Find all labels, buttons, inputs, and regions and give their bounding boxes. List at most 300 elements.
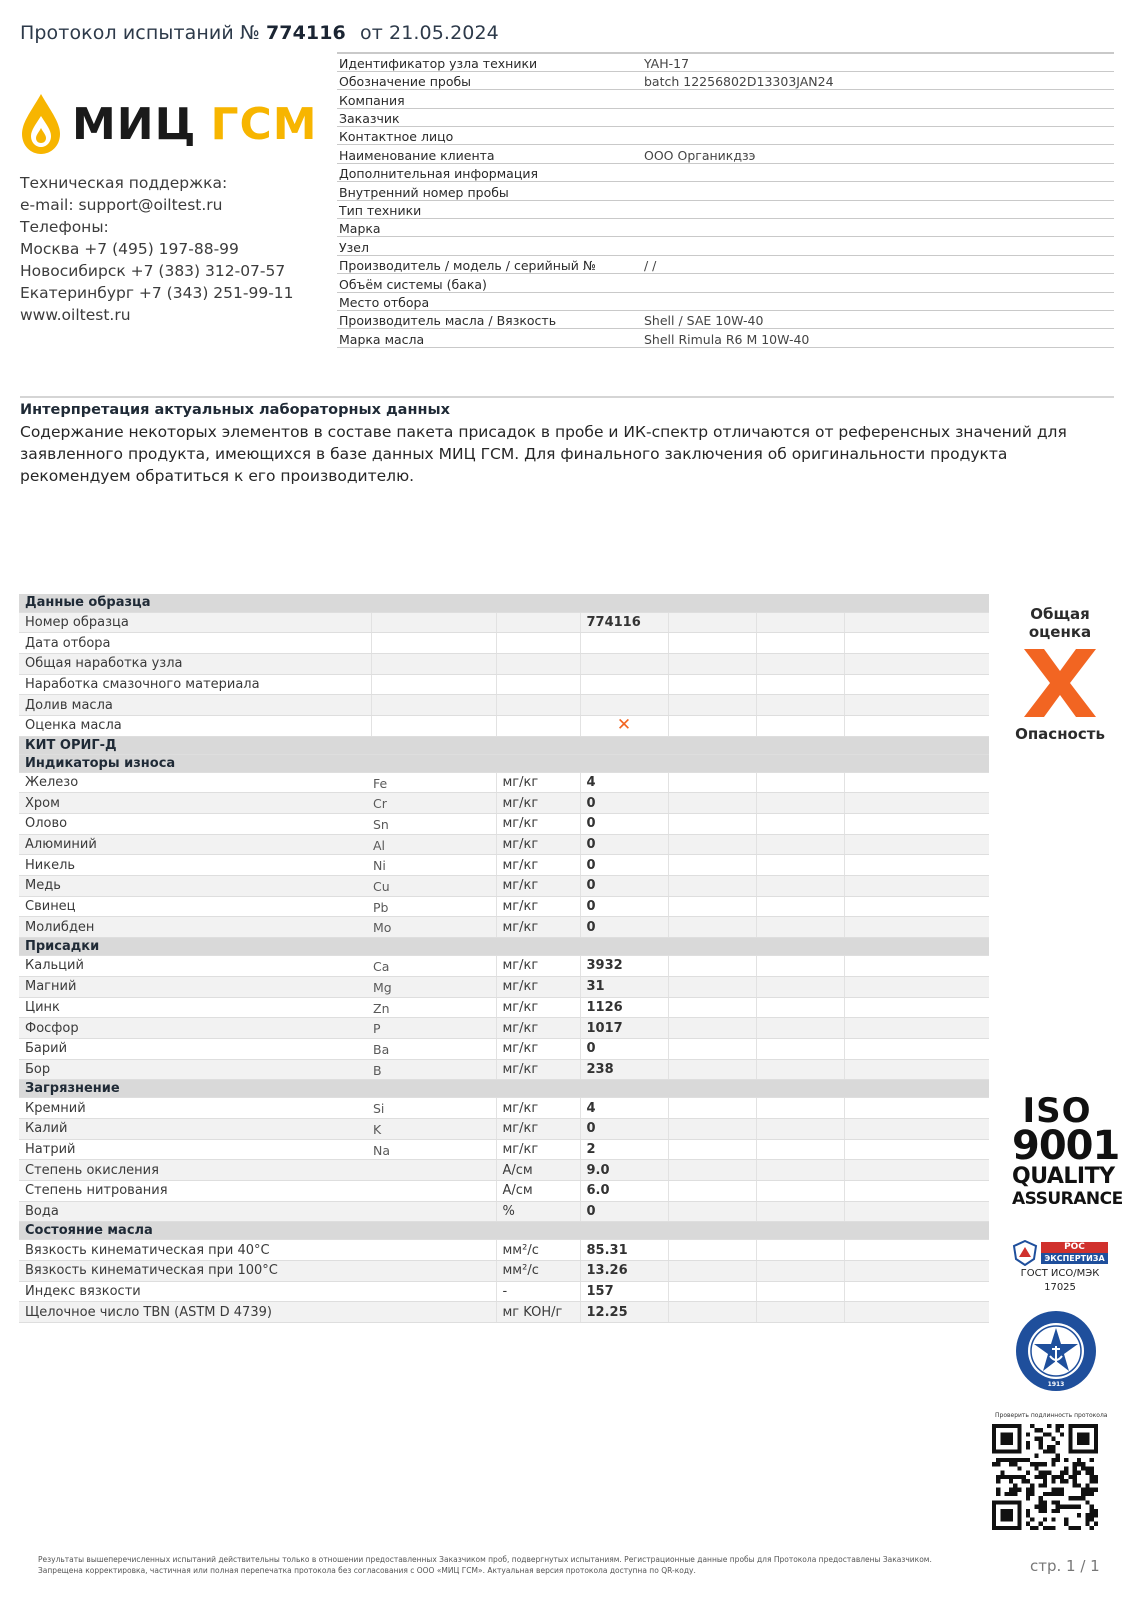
empty-cell	[371, 1098, 496, 1119]
empty-cell	[844, 1261, 989, 1282]
result-name: Молибден	[25, 919, 95, 935]
result-symbol: K	[373, 1121, 382, 1137]
info-label: Марка	[337, 219, 642, 237]
info-value: ООО Органикдзэ	[642, 145, 1114, 163]
empty-cell	[668, 956, 756, 977]
empty-cell	[844, 1160, 989, 1181]
result-value: 12.25	[580, 1302, 668, 1323]
result-row	[19, 1261, 989, 1282]
empty-cell	[496, 612, 580, 633]
result-symbol: Si	[373, 1101, 385, 1117]
iso-assurance: ASSURANCE	[1012, 1189, 1123, 1209]
info-label: Узел	[337, 237, 642, 255]
result-name: Степень нитрования	[25, 1183, 168, 1199]
result-row	[19, 1240, 989, 1261]
result-name-cell	[19, 997, 390, 1018]
overall-assessment	[1000, 605, 1120, 743]
info-label: Наименование клиента	[337, 145, 642, 163]
result-symbol: Zn	[373, 1000, 390, 1016]
result-symbol: Cu	[373, 879, 390, 895]
result-name-cell	[19, 1098, 385, 1119]
empty-cell	[496, 674, 580, 695]
sample-row	[19, 612, 989, 633]
empty-cell	[844, 855, 989, 876]
result-value: 3932	[580, 956, 668, 977]
result-row	[19, 772, 989, 793]
result-name-cell	[19, 876, 390, 897]
empty-cell	[756, 997, 844, 1018]
sample-row	[19, 715, 989, 736]
result-value: 0	[580, 1118, 668, 1139]
empty-cell	[371, 1059, 496, 1080]
empty-cell	[371, 855, 496, 876]
result-name-cell	[19, 834, 386, 855]
qr-block[interactable]	[992, 1410, 1108, 1534]
result-name: Железо	[25, 774, 79, 790]
empty-cell	[844, 1240, 989, 1261]
result-symbol: Sn	[373, 817, 389, 832]
result-symbol: Na	[373, 1142, 391, 1158]
section-title-row	[19, 1222, 989, 1240]
result-unit: мг/кг	[496, 1059, 580, 1080]
empty-cell	[756, 1160, 844, 1181]
info-label: Обозначение пробы	[337, 71, 642, 89]
ros-expertiza-badge	[1010, 1240, 1110, 1294]
result-name: Вязкость кинематическая при 40°C	[25, 1242, 270, 1258]
iso-quality: QUALITY	[1012, 1164, 1115, 1189]
empty-cell	[668, 1240, 756, 1261]
result-value: 4	[580, 1098, 668, 1119]
result-name-cell	[19, 956, 390, 977]
result-name: Цинк	[25, 999, 60, 1015]
info-value	[642, 182, 1114, 200]
empty-cell	[844, 976, 989, 997]
sample-value	[580, 695, 668, 716]
result-row	[19, 976, 989, 997]
result-value: 1126	[580, 997, 668, 1018]
info-row	[337, 200, 1114, 218]
support-phone-moscow: Москва +7 (495) 197-88-99	[20, 240, 239, 258]
empty-cell	[668, 1098, 756, 1119]
result-name: Вода	[25, 1204, 59, 1220]
result-value: 0	[580, 834, 668, 855]
empty-cell	[371, 633, 496, 654]
danger-x-icon	[1020, 647, 1100, 719]
empty-cell	[668, 1181, 756, 1202]
sample-value: 774116	[580, 612, 668, 633]
empty-cell	[371, 1201, 496, 1222]
info-row	[337, 182, 1114, 200]
result-symbol: P	[373, 1021, 381, 1037]
result-unit: мг/кг	[496, 956, 580, 977]
empty-cell	[371, 896, 496, 917]
empty-cell	[371, 997, 496, 1018]
result-row	[19, 1118, 989, 1139]
empty-cell	[496, 715, 580, 736]
info-row	[337, 292, 1114, 310]
support-website[interactable]: www.oiltest.ru	[20, 306, 131, 324]
result-value: 238	[580, 1059, 668, 1080]
section-title-row	[19, 938, 989, 956]
result-name-cell	[19, 896, 389, 917]
result-value: 0	[580, 1201, 668, 1222]
empty-cell	[844, 1118, 989, 1139]
empty-cell	[756, 674, 844, 695]
result-name-cell	[19, 1281, 371, 1302]
oil-drop-logo-icon	[20, 92, 62, 156]
result-row	[19, 855, 989, 876]
result-row	[19, 1302, 989, 1323]
empty-cell	[844, 1098, 989, 1119]
info-label: Марка масла	[337, 329, 642, 347]
empty-cell	[371, 1261, 496, 1282]
result-name-cell	[19, 1139, 391, 1160]
empty-cell	[371, 1240, 496, 1261]
result-name: Кремний	[25, 1100, 86, 1116]
result-symbol: Ca	[373, 959, 390, 975]
empty-cell	[371, 715, 496, 736]
empty-cell	[844, 917, 989, 938]
info-value: Shell / SAE 10W-40	[642, 310, 1114, 328]
result-symbol: Fe	[373, 775, 388, 791]
sample-label: Наработка смазочного материала	[19, 674, 371, 695]
sample-value	[580, 674, 668, 695]
result-value: 2	[580, 1139, 668, 1160]
empty-cell	[756, 1181, 844, 1202]
info-row	[337, 163, 1114, 181]
empty-cell	[668, 917, 756, 938]
info-value	[642, 274, 1114, 292]
empty-cell	[668, 612, 756, 633]
result-unit: мг/кг	[496, 976, 580, 997]
support-heading: Техническая поддержка:	[20, 174, 228, 192]
empty-cell	[756, 1118, 844, 1139]
ros-standard: ГОСТ ИСО/МЭК	[1020, 1268, 1100, 1279]
result-name: Свинец	[25, 899, 76, 915]
result-name: Индекс вязкости	[25, 1284, 141, 1300]
empty-cell	[371, 674, 496, 695]
page-number: стр. 1 / 1	[1030, 1557, 1100, 1575]
result-name-cell	[19, 1018, 381, 1039]
empty-cell	[371, 956, 496, 977]
interpretation-text: Содержание некоторых элементов в составе пакета присадок в пробе и ИК-спектр отличаются от референсных значений для заявленного продукта, имеющихся в базе данных МИЦ ГСМ. Для финального заключения об оригинальности продукта рекомендуем обратиться к его производителю.	[20, 423, 1067, 485]
info-value	[642, 292, 1114, 310]
result-symbol: Al	[373, 837, 386, 853]
info-value	[642, 219, 1114, 237]
empty-cell	[844, 1139, 989, 1160]
info-row	[337, 53, 1114, 71]
info-row	[337, 310, 1114, 328]
info-value: Shell Rimula R6 M 10W-40	[642, 329, 1114, 347]
empty-cell	[668, 695, 756, 716]
empty-cell	[756, 612, 844, 633]
empty-cell	[756, 976, 844, 997]
empty-cell	[371, 793, 496, 814]
section-title: Индикаторы износа	[19, 754, 989, 772]
result-unit: мг/кг	[496, 997, 580, 1018]
result-row	[19, 1038, 989, 1059]
result-unit: мг/кг	[496, 1118, 580, 1139]
result-name-cell	[19, 1038, 390, 1059]
info-row	[337, 237, 1114, 255]
sample-value	[580, 633, 668, 654]
result-name-cell	[19, 917, 392, 938]
logo-text-part2: ГСМ	[210, 98, 318, 150]
info-row	[337, 274, 1114, 292]
empty-cell	[668, 1139, 756, 1160]
result-value: 13.26	[580, 1261, 668, 1282]
section-title-row	[19, 1080, 989, 1098]
empty-cell	[371, 772, 496, 793]
empty-cell	[371, 612, 496, 633]
info-row	[337, 329, 1114, 347]
empty-cell	[668, 633, 756, 654]
empty-cell	[668, 855, 756, 876]
sample-label: Общая наработка узла	[19, 653, 371, 674]
result-symbol: Mg	[373, 979, 392, 995]
empty-cell	[756, 1302, 844, 1323]
result-unit: -	[496, 1281, 580, 1302]
empty-cell	[371, 1160, 496, 1181]
result-value: 6.0	[580, 1181, 668, 1202]
info-value	[642, 90, 1114, 108]
result-name: Олово	[25, 816, 68, 832]
info-value	[642, 127, 1114, 145]
empty-cell	[844, 956, 989, 977]
result-name-cell	[19, 772, 388, 793]
result-value: 0	[580, 896, 668, 917]
info-value	[642, 163, 1114, 181]
result-row	[19, 834, 989, 855]
qr-code-icon[interactable]	[992, 1424, 1098, 1530]
result-row	[19, 1160, 989, 1181]
empty-cell	[756, 1281, 844, 1302]
info-value	[642, 108, 1114, 126]
result-unit: мм²/с	[496, 1240, 580, 1261]
empty-cell	[844, 814, 989, 835]
sample-label: Оценка масла	[19, 715, 371, 736]
lab-results-table	[19, 594, 989, 1323]
empty-cell	[496, 633, 580, 654]
result-row	[19, 997, 989, 1018]
info-label: Идентификатор узла техники	[337, 53, 642, 71]
result-symbol: Ba	[373, 1041, 390, 1057]
empty-cell	[371, 814, 496, 835]
empty-cell	[371, 695, 496, 716]
sample-row	[19, 633, 989, 654]
info-label: Производитель / модель / серийный №	[337, 255, 642, 273]
empty-cell	[844, 896, 989, 917]
empty-cell	[756, 715, 844, 736]
empty-cell	[668, 1038, 756, 1059]
result-unit: %	[496, 1201, 580, 1222]
maritime-register-seal-icon	[1015, 1310, 1097, 1392]
result-value: 9.0	[580, 1160, 668, 1181]
info-label: Дополнительная информация	[337, 163, 642, 181]
sample-row	[19, 695, 989, 716]
result-unit: мг/кг	[496, 1139, 580, 1160]
empty-cell	[756, 653, 844, 674]
empty-cell	[756, 1240, 844, 1261]
empty-cell	[668, 1261, 756, 1282]
info-label: Компания	[337, 90, 642, 108]
result-symbol: Cr	[373, 796, 387, 812]
result-name: Вязкость кинематическая при 100°C	[25, 1263, 278, 1279]
info-label: Объём системы (бака)	[337, 274, 642, 292]
empty-cell	[371, 1018, 496, 1039]
qr-note-text: Проверить подлинность протокола	[995, 1411, 1108, 1419]
seal-year: 1913	[1047, 1381, 1065, 1388]
result-row	[19, 1281, 989, 1302]
empty-cell	[844, 715, 989, 736]
result-row	[19, 814, 989, 835]
empty-cell	[844, 1018, 989, 1039]
empty-cell	[756, 1038, 844, 1059]
result-value: 4	[580, 772, 668, 793]
result-value: 85.31	[580, 1240, 668, 1261]
result-unit: мг/кг	[496, 772, 580, 793]
result-name: Фосфор	[25, 1020, 79, 1036]
result-name-cell	[19, 976, 392, 997]
empty-cell	[756, 772, 844, 793]
result-row	[19, 956, 989, 977]
result-value: 0	[580, 876, 668, 897]
empty-cell	[668, 997, 756, 1018]
iso-9001-badge	[1012, 1091, 1123, 1209]
result-name-cell	[19, 1160, 371, 1181]
overall-assessment-status: Опасность	[1015, 725, 1105, 743]
empty-cell	[668, 976, 756, 997]
info-row	[337, 108, 1114, 126]
info-row	[337, 90, 1114, 108]
result-unit: A/см	[496, 1181, 580, 1202]
result-name-cell	[19, 1302, 371, 1323]
kit-row	[19, 736, 989, 754]
empty-cell	[756, 814, 844, 835]
result-unit: мг/кг	[496, 896, 580, 917]
info-row	[337, 71, 1114, 89]
result-value: 0	[580, 793, 668, 814]
empty-cell	[844, 772, 989, 793]
empty-cell	[756, 695, 844, 716]
result-unit: мг/кг	[496, 855, 580, 876]
result-row	[19, 1181, 989, 1202]
empty-cell	[756, 834, 844, 855]
section-title: Присадки	[19, 938, 989, 956]
result-symbol: B	[373, 1062, 382, 1078]
logo-text-part1: МИЦ	[72, 98, 197, 150]
sample-row	[19, 674, 989, 695]
empty-cell	[844, 633, 989, 654]
result-name-cell	[19, 1240, 371, 1261]
result-row	[19, 1139, 989, 1160]
support-email[interactable]: e-mail: support@oiltest.ru	[20, 196, 223, 214]
info-row	[337, 127, 1114, 145]
result-name: Медь	[25, 878, 61, 894]
empty-cell	[756, 633, 844, 654]
result-unit: мг KOH/г	[496, 1302, 580, 1323]
result-name-cell	[19, 1181, 371, 1202]
iso-number: 9001	[1012, 1123, 1120, 1169]
result-unit: мг/кг	[496, 814, 580, 835]
empty-cell	[844, 1181, 989, 1202]
empty-cell	[668, 793, 756, 814]
result-name-cell	[19, 1201, 371, 1222]
protocol-title-prefix: Протокол испытаний №	[20, 22, 260, 44]
section-title: Состояние масла	[19, 1222, 989, 1240]
empty-cell	[371, 1281, 496, 1302]
result-name: Хром	[25, 795, 60, 811]
empty-cell	[756, 1018, 844, 1039]
sample-info-table	[337, 52, 1114, 348]
logo	[20, 92, 318, 156]
empty-cell	[668, 1018, 756, 1039]
result-row	[19, 876, 989, 897]
result-value: 0	[580, 855, 668, 876]
result-name: Бор	[25, 1061, 51, 1077]
result-unit: мг/кг	[496, 917, 580, 938]
empty-cell	[844, 695, 989, 716]
empty-cell	[668, 814, 756, 835]
result-value: 157	[580, 1281, 668, 1302]
empty-cell	[668, 715, 756, 736]
sample-value	[580, 653, 668, 674]
info-row	[337, 255, 1114, 273]
section-title-row	[19, 754, 989, 772]
empty-cell	[668, 653, 756, 674]
info-label: Заказчик	[337, 108, 642, 126]
empty-cell	[756, 917, 844, 938]
info-row	[337, 145, 1114, 163]
oil-rating-x-icon: ✕	[616, 715, 632, 735]
empty-cell	[668, 876, 756, 897]
empty-cell	[844, 834, 989, 855]
info-label: Тип техники	[337, 200, 642, 218]
info-value	[642, 200, 1114, 218]
result-name: Никель	[25, 857, 76, 873]
empty-cell	[756, 855, 844, 876]
result-name-cell	[19, 855, 386, 876]
footer-line-2: Запрещена корректировка, частичная или полная перепечатка протокола без согласования с ООО «МИЦ ГСМ». Актуальная версия протокола доступна по QR-коду.	[38, 1566, 696, 1575]
empty-cell	[668, 1059, 756, 1080]
result-name-cell	[19, 793, 387, 814]
ros-shield-icon	[1012, 1240, 1038, 1266]
result-name: Натрий	[25, 1141, 76, 1157]
empty-cell	[844, 1201, 989, 1222]
result-value: 1017	[580, 1018, 668, 1039]
empty-cell	[756, 896, 844, 917]
empty-cell	[371, 1038, 496, 1059]
footer-line-1: Результаты вышеперечисленных испытаний действительны только в отношении предоставленных Заказчиком проб, подвергнутых испытаниям. Регистрационные данные пробы для Протокола предоставлены Заказчиком.	[38, 1555, 932, 1564]
empty-cell	[844, 793, 989, 814]
info-value	[642, 237, 1114, 255]
empty-cell	[668, 1281, 756, 1302]
result-unit: мг/кг	[496, 1018, 580, 1039]
kit-name: КИТ ОРИГ-Д	[19, 736, 989, 754]
section-title: Загрязнение	[19, 1080, 989, 1098]
empty-cell	[844, 674, 989, 695]
empty-cell	[371, 1302, 496, 1323]
result-name: Магний	[25, 979, 77, 995]
info-label: Контактное лицо	[337, 127, 642, 145]
empty-cell	[668, 1201, 756, 1222]
result-unit: мг/кг	[496, 1098, 580, 1119]
empty-cell	[371, 834, 496, 855]
empty-cell	[756, 1261, 844, 1282]
empty-cell	[371, 1181, 496, 1202]
result-unit: мг/кг	[496, 793, 580, 814]
info-label: Внутренний номер пробы	[337, 182, 642, 200]
